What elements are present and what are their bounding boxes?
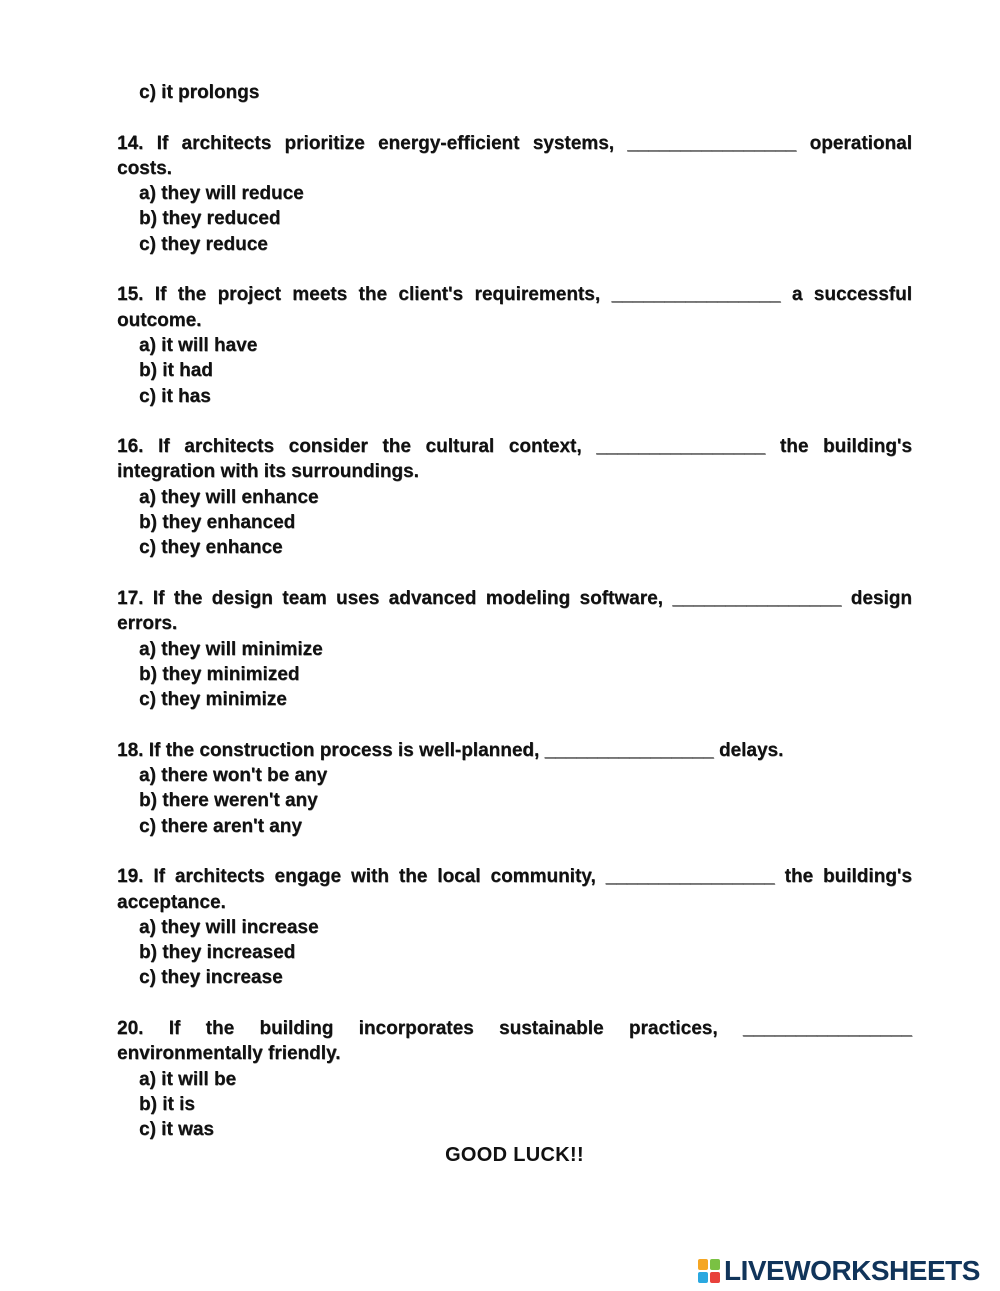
option-a[interactable]: a) they will enhance <box>139 486 319 508</box>
option-c[interactable]: c) they increase <box>139 967 283 989</box>
question-15 <box>117 282 912 408</box>
question-19 <box>117 864 912 990</box>
option-a[interactable]: a) there won't be any <box>139 765 328 787</box>
option-b[interactable]: b) they enhanced <box>139 512 296 534</box>
option-a[interactable]: a) they will minimize <box>139 638 323 660</box>
worksheet-page <box>117 80 912 1167</box>
option-b[interactable]: b) they minimized <box>139 663 300 685</box>
option-c[interactable]: c) there aren't any <box>139 815 302 837</box>
question-16 <box>117 434 912 560</box>
question-stem: 17. If the design team uses advanced modeling software, ________________ design errors. <box>117 587 912 635</box>
logo-text: LIVEWORKSHEETS <box>724 1255 980 1286</box>
option-b[interactable]: b) it had <box>139 360 213 382</box>
option-c-q13[interactable]: c) it prolongs <box>139 82 260 103</box>
option-b[interactable]: b) they reduced <box>139 208 281 230</box>
option-a[interactable]: a) it will have <box>139 334 258 356</box>
question-stem: 18. If the construction process is well-planned, ________________ delays. <box>117 739 784 761</box>
option-b[interactable]: b) they increased <box>139 942 296 964</box>
question-stem: 15. If the project meets the client's requirements, ________________ a successful outcome. <box>117 284 912 331</box>
question-18 <box>117 738 912 839</box>
question-14 <box>117 131 912 257</box>
option-c[interactable]: c) they enhance <box>139 537 283 559</box>
option-b[interactable]: b) it is <box>139 1093 195 1115</box>
liveworksheets-logo[interactable] <box>698 1254 980 1288</box>
option-a[interactable]: a) they will increase <box>139 916 319 938</box>
option-c[interactable]: c) they minimize <box>139 689 287 711</box>
closing-message: GOOD LUCK!! <box>445 1144 584 1167</box>
option-c[interactable]: c) it has <box>139 385 211 407</box>
option-b[interactable]: b) there weren't any <box>139 790 318 812</box>
question-stem: 14. If architects prioritize energy-efficient systems, ________________ operational costs. <box>117 132 912 179</box>
option-a[interactable]: a) they will reduce <box>139 183 304 205</box>
option-c[interactable]: c) it was <box>139 1119 214 1141</box>
option-a[interactable]: a) it will be <box>139 1068 237 1090</box>
option-c[interactable]: c) they reduce <box>139 233 268 255</box>
liveworksheets-logo-icon <box>698 1258 722 1284</box>
question-stem: 16. If architects consider the cultural context, ________________ the building's integration with its surroundings. <box>117 436 912 483</box>
question-17 <box>117 586 912 712</box>
question-stem: 19. If architects engage with the local community, ________________ the building's acceptance. <box>117 866 912 913</box>
question-stem: 20. If the building incorporates sustainable practices, ________________ environmentally friendly. <box>117 1017 912 1065</box>
question-20 <box>117 1016 912 1142</box>
